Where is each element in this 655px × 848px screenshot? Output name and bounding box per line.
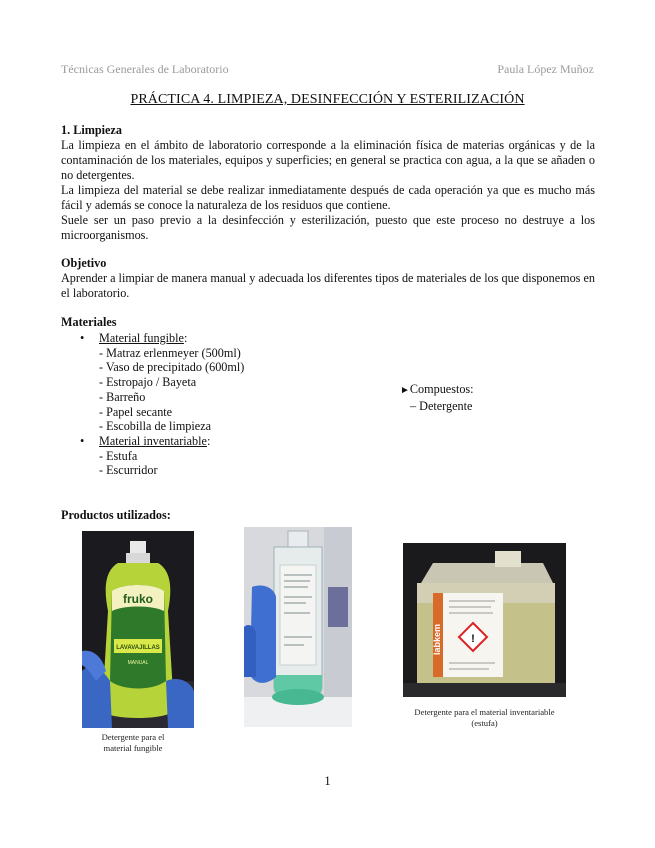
- caption3-line2: (estufa): [471, 717, 498, 728]
- bottle1-brand: fruko: [123, 592, 153, 606]
- dish-detergent-illustration: [82, 531, 194, 728]
- photo-labkem-jerrycan: [403, 543, 566, 697]
- caption1-line2: material fungible: [103, 742, 163, 753]
- inventariable-colon: :: [206, 433, 211, 448]
- compuestos-item: – Detergente: [410, 398, 473, 413]
- inventariable-label: Material inventariable: [99, 433, 207, 448]
- header-author: Paula López Muñoz: [497, 62, 594, 76]
- clear-bottle-illustration: [244, 527, 352, 727]
- jerrycan-illustration: [403, 543, 566, 697]
- limpieza-paragraph-2: La limpieza del material se debe realizar inmediatamente después de cada operación ya que es mucho más fácil y además se conoce la naturaleza de los residuos que contiene.: [61, 183, 595, 212]
- bullet-icon: •: [80, 331, 85, 345]
- photo-clear-bottle: [244, 527, 352, 727]
- fungible-item: - Matraz erlenmeyer (500ml): [99, 345, 241, 360]
- fungible-item: - Papel secante: [99, 404, 173, 419]
- section-heading-materiales: Materiales: [61, 315, 117, 329]
- fungible-item: - Barreño: [99, 389, 146, 404]
- bottle1-sub: MANUAL: [127, 660, 149, 666]
- inventariable-item: - Escurridor: [99, 463, 158, 478]
- fungible-label: Material fungible: [99, 331, 184, 345]
- section-heading-limpieza: 1. Limpieza: [61, 123, 122, 137]
- section-objetivo: [61, 256, 595, 301]
- bullet-icon: •: [80, 433, 85, 448]
- compuestos-label: Compuestos:: [409, 382, 474, 396]
- section-materiales: [61, 315, 595, 330]
- caption-dish-detergent: [82, 732, 184, 753]
- inventariable-item: - Estufa: [99, 448, 138, 463]
- bottle1-label: LAVAVAJILLAS: [116, 645, 160, 651]
- caption3-line1: Detergente para el material inventariable: [414, 707, 555, 717]
- header-course-title: Técnicas Generales de Laboratorio: [61, 62, 229, 76]
- materials-list: [61, 331, 244, 478]
- fungible-item: - Vaso de precipitado (600ml): [99, 360, 245, 375]
- caption-labkem-detergent: [398, 707, 571, 728]
- limpieza-paragraph-3: Suele ser un paso previo a la desinfección y esterilización, puesto que este proceso no destruye a los microorganismos.: [61, 213, 595, 242]
- page-title: PRÁCTICA 4. LIMPIEZA, DESINFECCIÓN Y ESTERILIZACIÓN: [130, 92, 525, 107]
- hazard-icon: !: [471, 633, 475, 645]
- section-limpieza: [61, 123, 595, 243]
- list-item-inventariable: [61, 434, 244, 449]
- fungible-item: - Estropajo / Bayeta: [99, 375, 197, 390]
- compuestos-block: [400, 382, 474, 413]
- photo-dish-detergent: [82, 531, 194, 728]
- fungible-colon: :: [183, 331, 188, 345]
- caption1-line1: Detergente para el: [101, 732, 165, 742]
- triangle-right-icon: ►: [400, 385, 410, 396]
- list-item-fungible: [61, 331, 244, 346]
- limpieza-paragraph-1: La limpieza en el ámbito de laboratorio corresponde a la eliminación física de materias orgánicas y de la contaminación de los materiales, equipos y superficies; en general se practica con agua, a la que se añaden o no detergentes.: [61, 138, 595, 182]
- section-heading-objetivo: Objetivo: [61, 256, 107, 270]
- bottle3-brand: labkem: [432, 623, 442, 655]
- page-number: 1: [324, 774, 331, 788]
- section-heading-productos: Productos utilizados:: [61, 508, 171, 522]
- fungible-item: - Escobilla de limpieza: [99, 419, 212, 434]
- objetivo-text: Aprender a limpiar de manera manual y adecuada los diferentes tipos de materiales de los que disponemos en el laboratorio.: [61, 271, 595, 300]
